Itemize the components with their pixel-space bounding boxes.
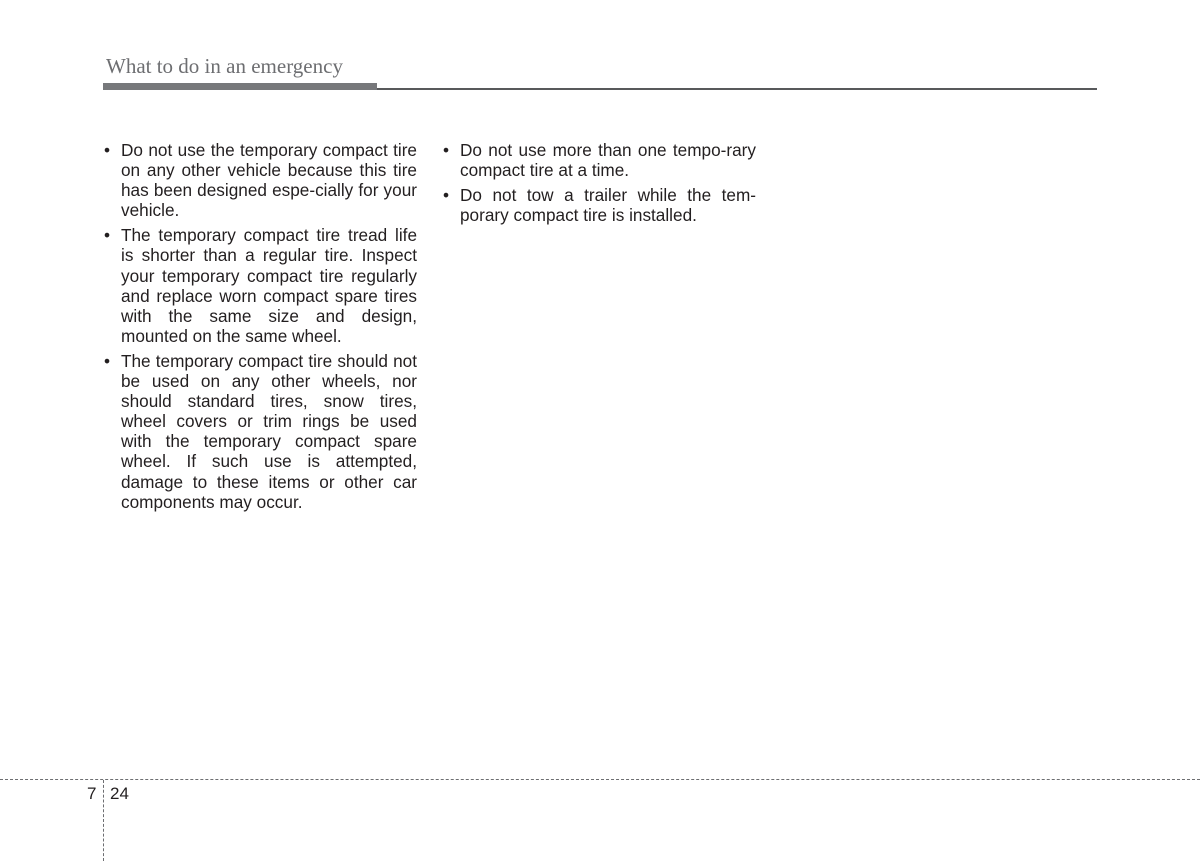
- list-item: [104, 351, 417, 512]
- footer-dashed-rule: [0, 779, 1200, 780]
- list-item: [443, 185, 756, 225]
- section-rule-thin: [377, 88, 1097, 90]
- list-item-text: Do not use the temporary compact tire on any other vehicle because this tire has been designed espe-cially for your vehicle.: [121, 140, 417, 221]
- list-item-text: Do not use more than one tempo-rary compact tire at a time.: [460, 140, 756, 181]
- list-item-text: The temporary compact tire should not be used on any other wheels, nor should standard tires, snow tires, wheel covers or trim rings be used with the temporary compact spare wheel. If such use is attempted, damage to these items or other car components may occur.: [121, 350, 417, 512]
- bullet-icon: •: [443, 140, 450, 160]
- chapter-number: 7: [87, 784, 97, 803]
- bullet-icon: •: [104, 225, 111, 246]
- bullet-icon: •: [443, 185, 450, 206]
- section-rule-thick: [103, 83, 377, 90]
- list-item-text: The temporary compact tire tread life is shorter than a regular tire. Inspect your temporary compact tire regularly and replace worn compact spare tires with the same size and design, mounted on the same wheel.: [121, 225, 417, 346]
- list-item: [104, 140, 417, 220]
- footer-vertical-divider: [103, 780, 104, 861]
- bullet-icon: •: [104, 350, 111, 371]
- bullet-list: [443, 140, 756, 225]
- list-item: [443, 140, 756, 180]
- left-column: [104, 140, 417, 517]
- right-column: [443, 140, 756, 230]
- section-title: What to do in an emergency: [106, 54, 343, 78]
- page-number: 24: [110, 784, 129, 803]
- bullet-icon: •: [104, 140, 111, 160]
- bullet-list: [104, 140, 417, 512]
- list-item: [104, 225, 417, 346]
- list-item-text: Do not tow a trailer while the tem-porary compact tire is installed.: [460, 185, 756, 226]
